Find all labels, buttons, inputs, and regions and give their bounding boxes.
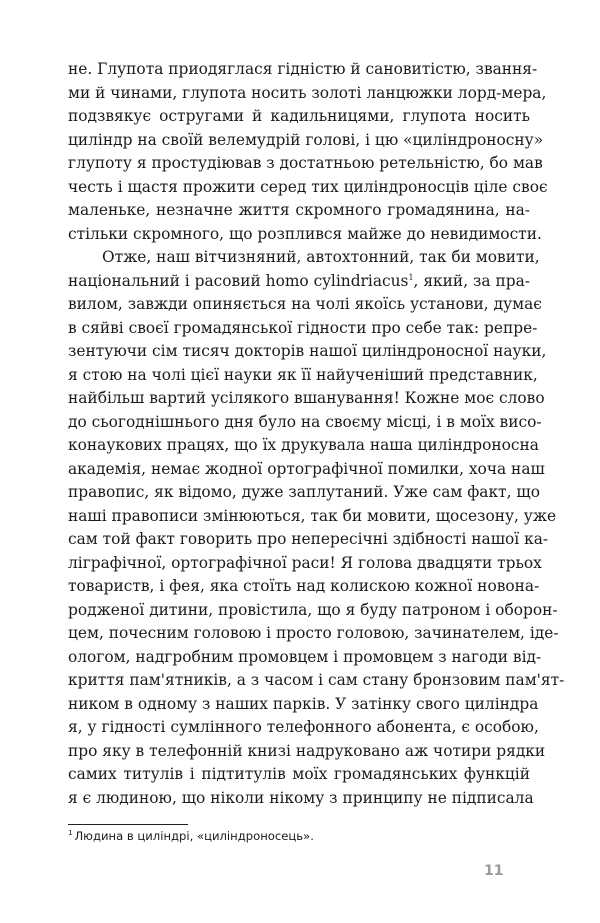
text-line: честь і щастя прожити серед тих циліндроносців ціле своє	[68, 177, 548, 196]
text-line: ологом, надгробним промовцем і промовцем з нагоди від-	[68, 647, 542, 666]
text-line: зентуючи сім тисяч докторів нашої циліндроносної науки,	[68, 342, 547, 360]
text-line: академія, немає жодної ортографічної помилки, хоча наш	[68, 459, 545, 478]
page-number: 11	[484, 863, 504, 879]
text-line: про яку в телефонній книзі надруковано аж чотири рядки	[68, 741, 546, 760]
text-line	[68, 270, 530, 294]
text-line: сам той факт говорить про непересічні здібності нашої ка-	[68, 530, 549, 548]
text-line: маленьке, незначне життя скромного громадянина, на-	[68, 201, 530, 219]
text-line: конаукових працях, що їх друкувала наша циліндроносна	[68, 436, 539, 454]
text-line: Отже, наш вітчизняний, автохтонний, так би мовити,	[102, 248, 540, 266]
text-line: не. Глупота приодяглася гідністю й сановитістю, звання-	[68, 60, 538, 78]
footnote	[68, 829, 314, 843]
text-line: правопис, як відомо, дуже заплутаний. Уже сам факт, що	[68, 483, 540, 501]
text-line: я є людиною, що ніколи нікому з принципу не підписала	[68, 788, 534, 807]
text-line: до сьогоднішнього дня було на своєму місці, і в моїх висо-	[68, 412, 542, 431]
footnote-divider	[68, 824, 188, 825]
text-line: наші правописи змінюються, так би мовити, щосезону, уже	[68, 506, 557, 525]
footnote-text: Людина в циліндрі, «циліндроносець».	[74, 829, 314, 843]
text-line: ми й чинами, глупота носить золоті ланцюжки лорд-мера,	[68, 83, 547, 102]
text-line: в сяйві своєї громадянської гідности про себе так: репре-	[68, 318, 538, 337]
text-line: ником в одному з наших парків. У затінку свого циліндра	[68, 694, 539, 713]
text-line: найбільш вартий усілякого вшанування! Кожне моє слово	[68, 389, 545, 407]
text-line: цем, почесним головою і просто головою, зачинателем, іде-	[68, 624, 559, 642]
text-line: криття пам'ятників, а з часом і сам стану бронзовим пам'ят-	[68, 671, 565, 689]
text-line: вилом, завжди опиняється на чолі якоїсь установи, думає	[68, 295, 542, 313]
text-line: я, у гідності сумлінного телефонного абонента, є особою,	[68, 718, 539, 736]
text-line: глупоту я простудіював з достатньою ретельністю, бо мав	[68, 154, 543, 172]
text-line: я стою на чолі цієї науки як її найученіший представник,	[68, 365, 538, 384]
text-line: товариств, і фея, яка стоїть над колискою кожної новона-	[68, 577, 540, 595]
text-segment: , який, за пра-	[413, 271, 530, 290]
text-line: подзвякує остругами й кадильницями, глупота носить	[68, 107, 530, 125]
text-line: циліндр на своїй велемудрій голові, і цю «циліндроносну»	[68, 130, 544, 149]
text-line: самих титулів і підтитулів моїх громадянських функцій	[68, 765, 530, 783]
body-text	[68, 58, 565, 810]
footnote-mark: 1	[68, 829, 73, 837]
text-line: ліграфічної, ортографічної раси! Я голова двадцяти трьох	[68, 553, 542, 572]
text-line: родженої дитини, провістила, що я буду патроном і оборон-	[68, 600, 558, 619]
text-segment: національний і расовий homo cylindriacus	[68, 271, 409, 290]
text-line: стільки скромного, що розплився майже до невидимости.	[68, 224, 542, 243]
footnote-reference: 1	[408, 272, 414, 282]
